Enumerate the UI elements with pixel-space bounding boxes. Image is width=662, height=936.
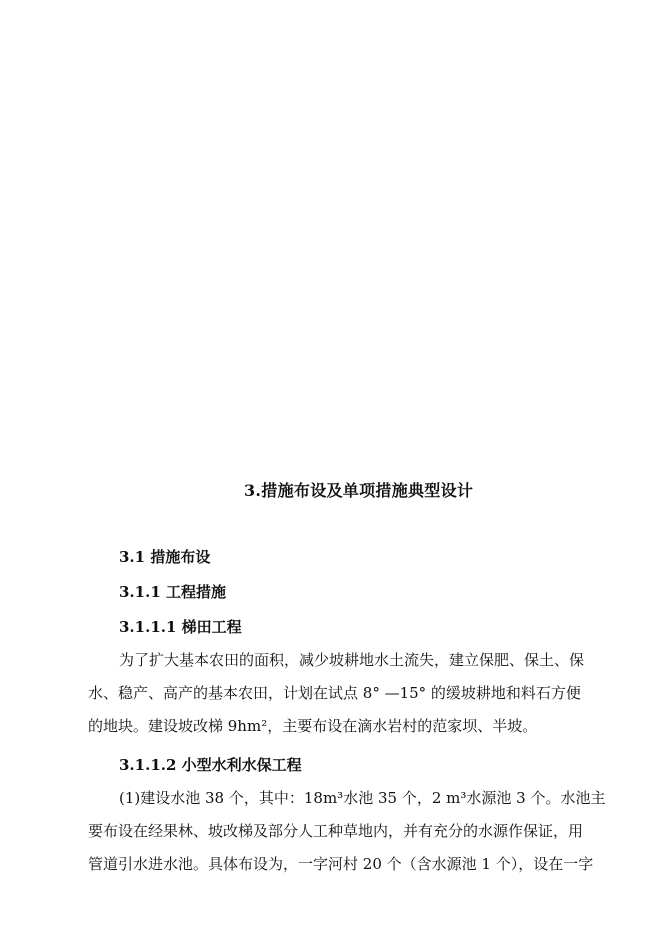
paragraph-line: 的地块。建设坡改梯 9hm²，主要布设在滴水岩村的范家坝、半坡。	[88, 717, 538, 735]
paragraph-line: 要布设在经果林、坡改梯及部分人工种草地内，并有充分的水源作保证，用	[88, 822, 584, 840]
section-heading-3-1: 3.1 措施布设	[119, 548, 211, 566]
chapter-title: 3.措施布设及单项措施典型设计	[244, 481, 474, 500]
paragraph-line: (1)建设水池 38 个，其中：18m³水池 35 个，2 m³水源池 3 个。水池主	[119, 789, 606, 807]
paragraph-water-project	[88, 782, 608, 881]
paragraph-line: 管道引水进水池。具体布设为，一字河村 20 个（含水源池 1 个），设在一字	[88, 855, 594, 873]
section-heading-3-1-1-2: 3.1.1.2 小型水利水保工程	[119, 756, 302, 774]
paragraph-line: 水、稳产、高产的基本农田，计划在试点 8° —15° 的缓坡耕地和料石方便	[88, 684, 581, 702]
section-heading-3-1-1-1: 3.1.1.1 梯田工程	[119, 618, 242, 636]
paragraph-terrace-project	[88, 644, 608, 743]
section-heading-3-1-1: 3.1.1 工程措施	[119, 583, 226, 601]
paragraph-line: 为了扩大基本农田的面积，减少坡耕地水土流失，建立保肥、保土、保	[119, 651, 585, 669]
